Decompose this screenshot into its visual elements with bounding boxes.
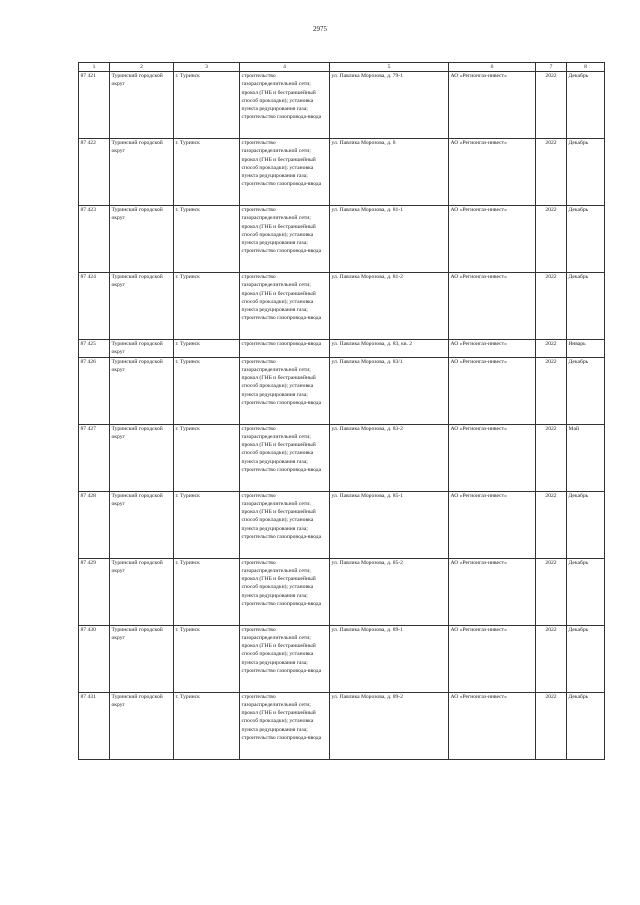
operator-cell: АО «Регионгаз-инвест» <box>449 692 536 759</box>
district-cell: Туринский городской округ <box>110 139 174 206</box>
address-cell: ул. Павлика Морозова, д. 81-1 <box>330 206 449 273</box>
work-type-cell: строительство газораспределительной сети; прокол (ГНБ и бестраншейный способ прокладки); установка пункта редуцирования газа; строительство газопровода-ввода <box>240 692 330 759</box>
operator-cell: АО «Регионгаз-инвест» <box>449 357 536 424</box>
row-number-cell: 87 424 <box>79 273 110 340</box>
address-cell: ул. Павлика Морозова, д. 83-2 <box>330 424 449 491</box>
month-cell: Декабрь <box>567 72 605 139</box>
year-cell: 2022 <box>536 206 567 273</box>
month-cell: Декабрь <box>567 491 605 558</box>
address-cell: ул. Павлика Морозова, д. 85-1 <box>330 491 449 558</box>
settlement-cell: г. Туринск <box>174 692 240 759</box>
table-row <box>79 357 605 424</box>
month-cell: Декабрь <box>567 558 605 625</box>
settlement-cell: г. Туринск <box>174 139 240 206</box>
work-type-cell: строительство газораспределительной сети; прокол (ГНБ и бестраншейный способ прокладки); установка пункта редуцирования газа; строительство газопровода-ввода <box>240 273 330 340</box>
table-row <box>79 72 605 139</box>
operator-cell: АО «Регионгаз-инвест» <box>449 625 536 692</box>
row-number-cell: 87 431 <box>79 692 110 759</box>
settlement-cell: г. Туринск <box>174 558 240 625</box>
table-row <box>79 340 605 358</box>
row-number-cell: 87 423 <box>79 206 110 273</box>
row-number-cell: 87 427 <box>79 424 110 491</box>
row-number-cell: 87 425 <box>79 340 110 358</box>
address-cell: ул. Павлика Морозова, д. 81-2 <box>330 273 449 340</box>
district-cell: Туринский городской округ <box>110 424 174 491</box>
operator-cell: АО «Регионгаз-инвест» <box>449 340 536 358</box>
gasification-schedule-table <box>78 62 605 760</box>
column-number-header: 8 <box>567 63 605 72</box>
table-row <box>79 273 605 340</box>
work-type-cell: строительство газораспределительной сети; прокол (ГНБ и бестраншейный способ прокладки); установка пункта редуцирования газа; строительство газопровода-ввода <box>240 139 330 206</box>
settlement-cell: г. Туринск <box>174 357 240 424</box>
district-cell: Туринский городской округ <box>110 72 174 139</box>
address-cell: ул. Павлика Морозова, д. 79-1 <box>330 72 449 139</box>
row-number-cell: 87 422 <box>79 139 110 206</box>
district-cell: Туринский городской округ <box>110 273 174 340</box>
work-type-cell: строительство газораспределительной сети; прокол (ГНБ и бестраншейный способ прокладки); установка пункта редуцирования газа; строительство газопровода-ввода <box>240 72 330 139</box>
column-number-header: 2 <box>110 63 174 72</box>
work-type-cell: строительство газопровода-ввода <box>240 340 330 358</box>
year-cell: 2022 <box>536 273 567 340</box>
table-row <box>79 558 605 625</box>
row-number-cell: 87 430 <box>79 625 110 692</box>
address-cell: ул. Павлика Морозова, д. 8 <box>330 139 449 206</box>
column-number-header: 6 <box>449 63 536 72</box>
operator-cell: АО «Регионгаз-инвест» <box>449 558 536 625</box>
month-cell: Декабрь <box>567 273 605 340</box>
district-cell: Туринский городской округ <box>110 357 174 424</box>
row-number-cell: 87 421 <box>79 72 110 139</box>
column-number-header: 4 <box>240 63 330 72</box>
address-cell: ул. Павлика Морозова, д. 83, кв. 2 <box>330 340 449 358</box>
year-cell: 2022 <box>536 340 567 358</box>
table-row <box>79 692 605 759</box>
year-cell: 2022 <box>536 692 567 759</box>
column-number-header: 1 <box>79 63 110 72</box>
settlement-cell: г. Туринск <box>174 72 240 139</box>
work-type-cell: строительство газораспределительной сети; прокол (ГНБ и бестраншейный способ прокладки); установка пункта редуцирования газа; строительство газопровода-ввода <box>240 491 330 558</box>
page-number: 2975 <box>313 25 327 33</box>
settlement-cell: г. Туринск <box>174 625 240 692</box>
month-cell: Декабрь <box>567 206 605 273</box>
district-cell: Туринский городской округ <box>110 491 174 558</box>
year-cell: 2022 <box>536 139 567 206</box>
row-number-cell: 87 428 <box>79 491 110 558</box>
year-cell: 2022 <box>536 357 567 424</box>
address-cell: ул. Павлика Морозова, д. 83/1 <box>330 357 449 424</box>
year-cell: 2022 <box>536 72 567 139</box>
settlement-cell: г. Туринск <box>174 273 240 340</box>
row-number-cell: 87 426 <box>79 357 110 424</box>
month-cell: Декабрь <box>567 357 605 424</box>
settlement-cell: г. Туринск <box>174 424 240 491</box>
district-cell: Туринский городской округ <box>110 558 174 625</box>
table-row <box>79 625 605 692</box>
month-cell: Декабрь <box>567 625 605 692</box>
address-cell: ул. Павлика Морозова, д. 89-1 <box>330 625 449 692</box>
operator-cell: АО «Регионгаз-инвест» <box>449 424 536 491</box>
address-cell: ул. Павлика Морозова, д. 89-2 <box>330 692 449 759</box>
month-cell: Декабрь <box>567 139 605 206</box>
year-cell: 2022 <box>536 491 567 558</box>
district-cell: Туринский городской округ <box>110 692 174 759</box>
column-number-header: 5 <box>330 63 449 72</box>
column-number-header: 7 <box>536 63 567 72</box>
year-cell: 2022 <box>536 625 567 692</box>
year-cell: 2022 <box>536 424 567 491</box>
year-cell: 2022 <box>536 558 567 625</box>
table-header-row <box>79 63 605 72</box>
table-row <box>79 491 605 558</box>
operator-cell: АО «Регионгаз-инвест» <box>449 273 536 340</box>
work-type-cell: строительство газораспределительной сети; прокол (ГНБ и бестраншейный способ прокладки); установка пункта редуцирования газа; строительство газопровода-ввода <box>240 424 330 491</box>
table-row <box>79 139 605 206</box>
settlement-cell: г. Туринск <box>174 340 240 358</box>
row-number-cell: 87 429 <box>79 558 110 625</box>
month-cell: Декабрь <box>567 692 605 759</box>
work-type-cell: строительство газораспределительной сети; прокол (ГНБ и бестраншейный способ прокладки); установка пункта редуцирования газа; строительство газопровода-ввода <box>240 206 330 273</box>
work-type-cell: строительство газораспределительной сети; прокол (ГНБ и бестраншейный способ прокладки); установка пункта редуцирования газа; строительство газопровода-ввода <box>240 558 330 625</box>
district-cell: Туринский городской округ <box>110 206 174 273</box>
operator-cell: АО «Регионгаз-инвест» <box>449 491 536 558</box>
table-row <box>79 424 605 491</box>
table-row <box>79 206 605 273</box>
district-cell: Туринский городской округ <box>110 340 174 358</box>
month-cell: Май <box>567 424 605 491</box>
address-cell: ул. Павлика Морозова, д. 85-2 <box>330 558 449 625</box>
work-type-cell: строительство газораспределительной сети; прокол (ГНБ и бестраншейный способ прокладки); установка пункта редуцирования газа; строительство газопровода-ввода <box>240 625 330 692</box>
month-cell: Январь <box>567 340 605 358</box>
operator-cell: АО «Регионгаз-инвест» <box>449 72 536 139</box>
work-type-cell: строительство газораспределительной сети; прокол (ГНБ и бестраншейный способ прокладки); установка пункта редуцирования газа; строительство газопровода-ввода <box>240 357 330 424</box>
operator-cell: АО «Регионгаз-инвест» <box>449 206 536 273</box>
settlement-cell: г. Туринск <box>174 491 240 558</box>
operator-cell: АО «Регионгаз-инвест» <box>449 139 536 206</box>
settlement-cell: г. Туринск <box>174 206 240 273</box>
column-number-header: 3 <box>174 63 240 72</box>
district-cell: Туринский городской округ <box>110 625 174 692</box>
